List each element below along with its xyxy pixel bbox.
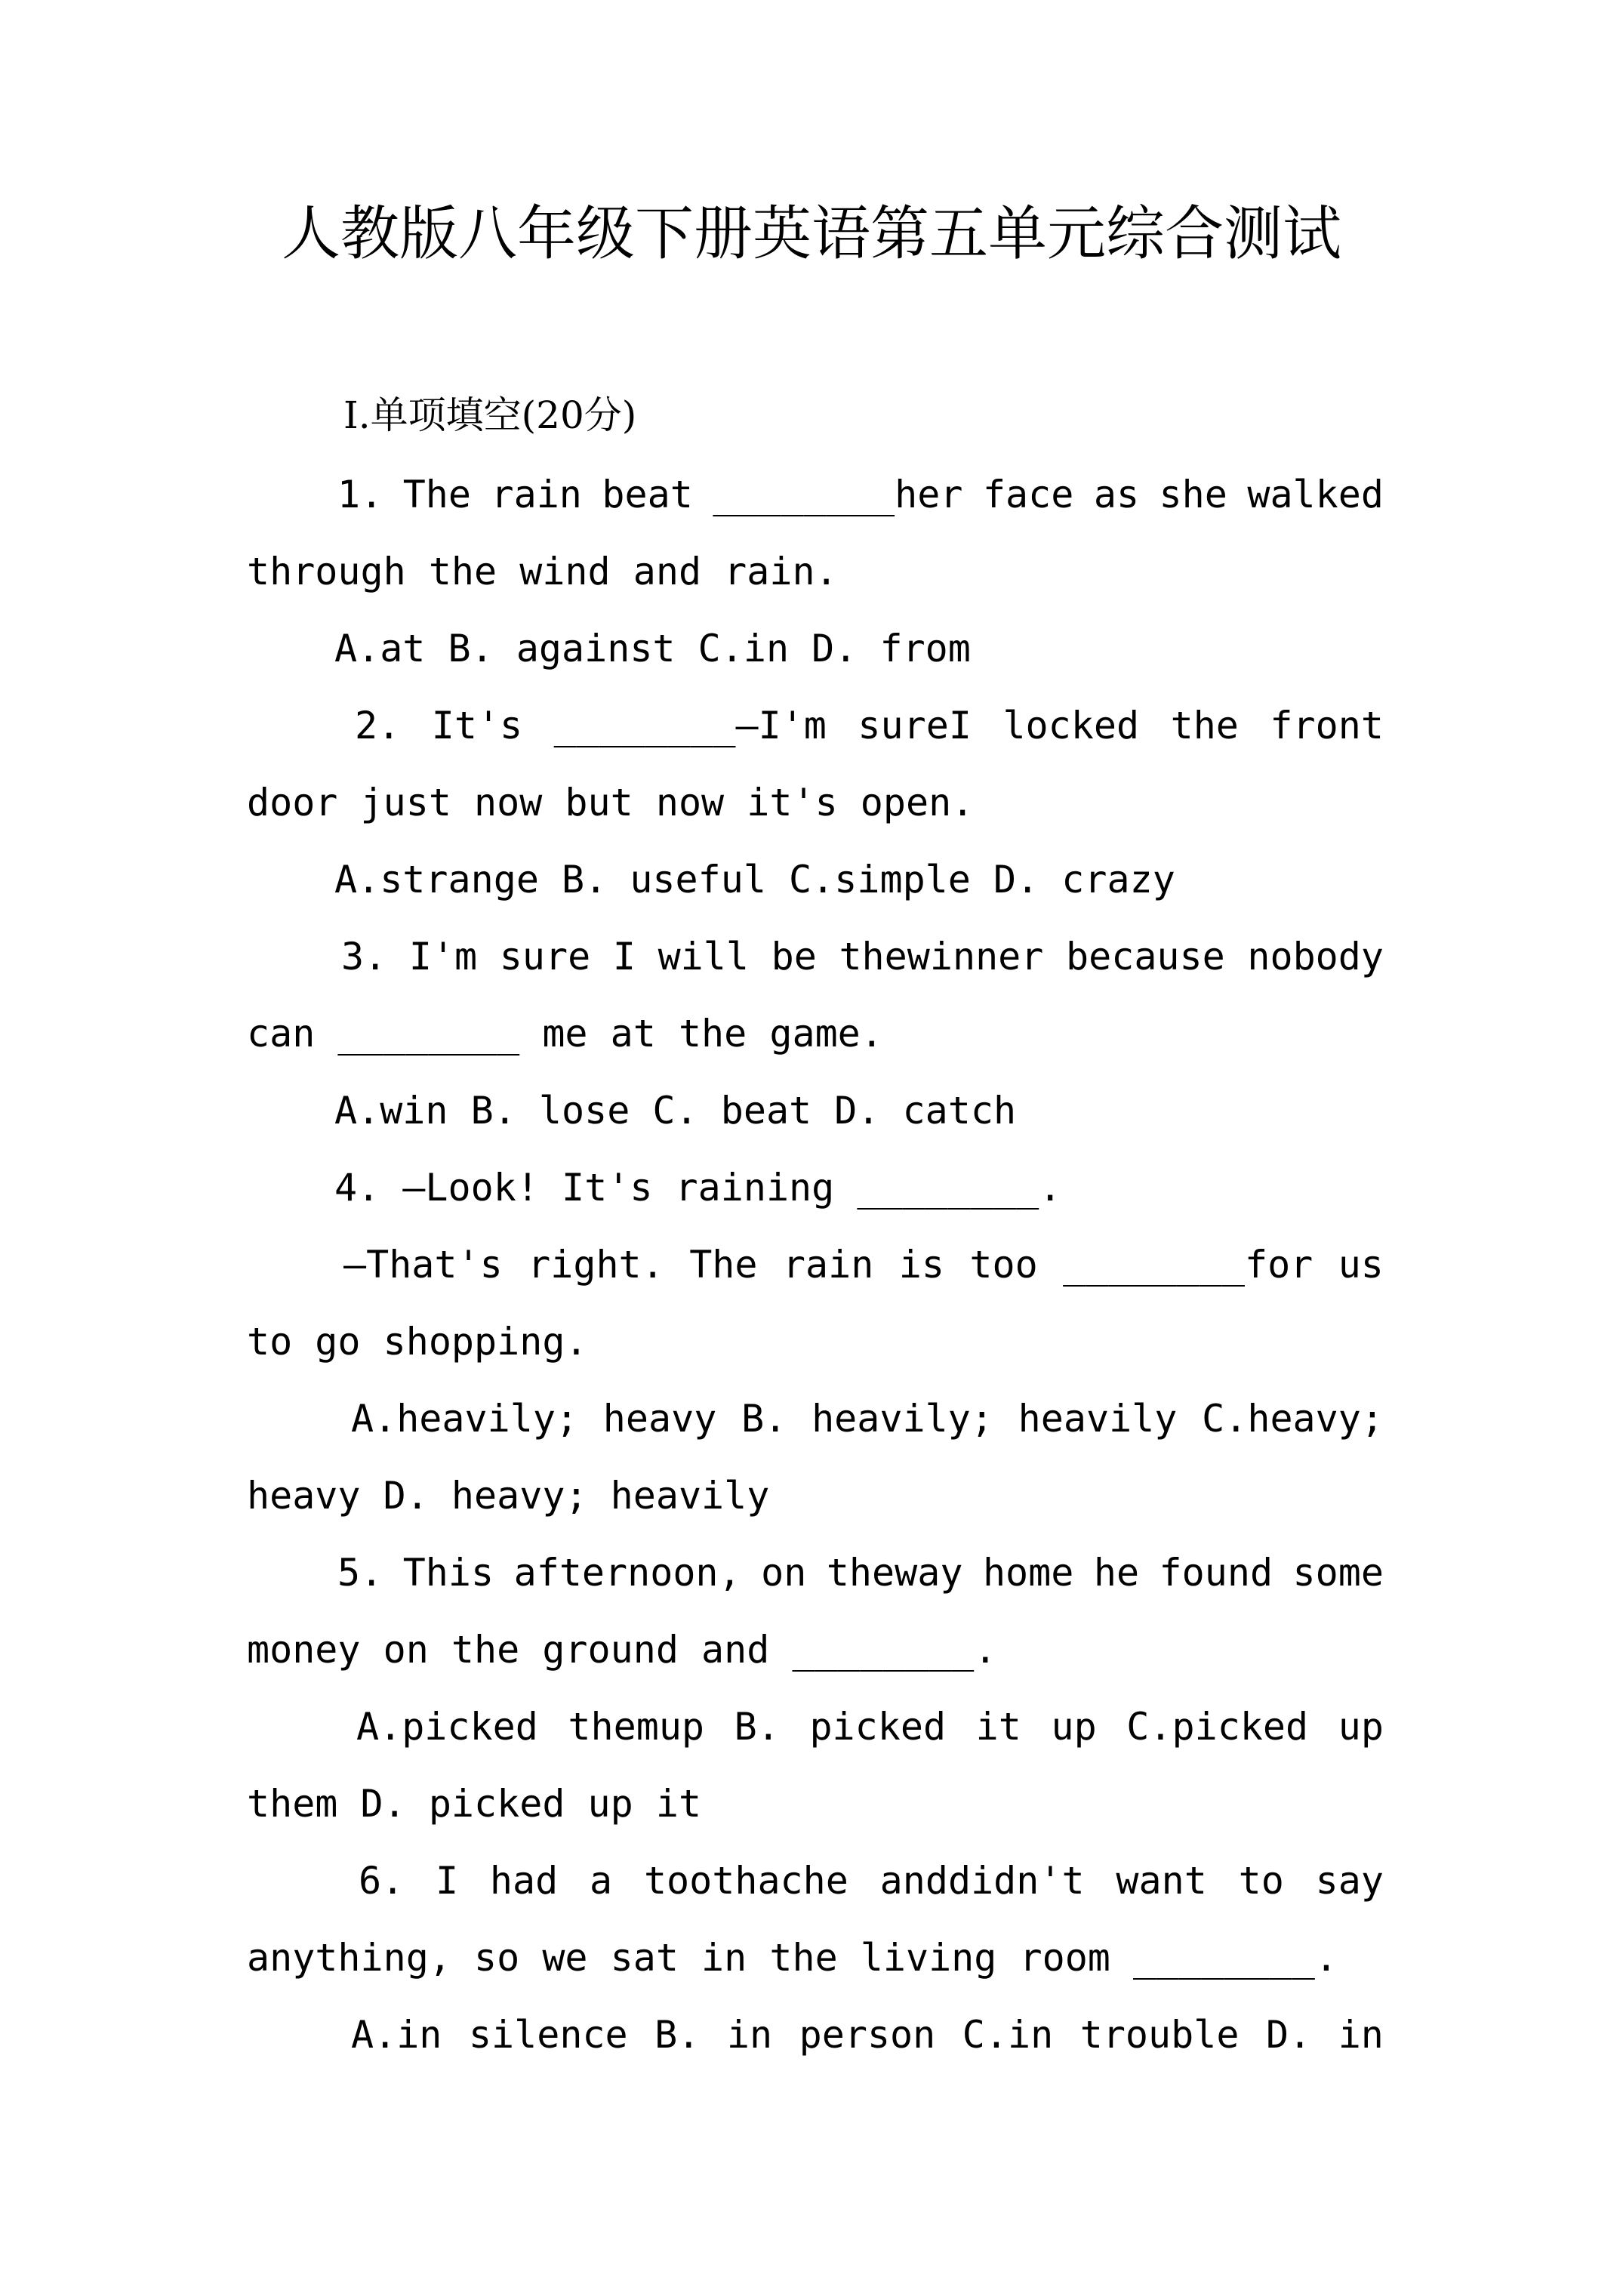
question-3-line-2: can ________ me at the game.	[247, 1012, 883, 1056]
question-5-options-line-1: A.picked themup B. picked it up C.picked up	[356, 1705, 1384, 1749]
question-4-options-line-1: A.heavily; heavy B. heavily; heavily C.heavy;	[351, 1397, 1384, 1441]
question-5-line-2: money on the ground and ________.	[247, 1628, 997, 1672]
question-2-line-2: door just now but now it's open.	[247, 781, 975, 824]
question-6-line-2: anything, so we sat in the living room ________.	[247, 1936, 1338, 1980]
question-3-line-1: 3. I'm sure I will be thewinner because nobody	[341, 935, 1384, 978]
question-6-line-1: 6. I had a toothache anddidn't want to say	[359, 1859, 1384, 1903]
question-1-options: A.at B. against C.in D. from	[334, 627, 971, 670]
question-6-options-line-1: A.in silence B. in person C.in trouble D. in	[351, 2013, 1384, 2057]
question-4-options-line-2: heavy D. heavy; heavily	[247, 1474, 770, 1518]
question-2-options: A.strange B. useful C.simple D. crazy	[334, 858, 1175, 901]
question-1-line-1: 1. The rain beat ________her face as she walked	[337, 473, 1384, 516]
question-2-line-1: 2. It's ________—I'm sureI locked the front	[355, 704, 1384, 747]
section-heading: Ⅰ.单项填空(20分)	[343, 393, 637, 437]
question-5-line-1: 5. This afternoon, on theway home he found some	[337, 1551, 1384, 1595]
question-4-line-1: 4. —Look! It's raining ________.	[334, 1166, 1062, 1210]
question-3-options: A.win B. lose C. beat D. catch	[334, 1089, 1017, 1133]
document-title: 人教版八年级下册英语第五单元综合测试	[281, 200, 1341, 268]
question-1-line-2: through the wind and rain.	[247, 550, 838, 593]
question-4-line-3: to go shopping.	[247, 1320, 588, 1364]
question-4-line-2: —That's right. The rain is too ________for us	[343, 1243, 1384, 1287]
question-5-options-line-2: them D. picked up it	[247, 1782, 702, 1826]
